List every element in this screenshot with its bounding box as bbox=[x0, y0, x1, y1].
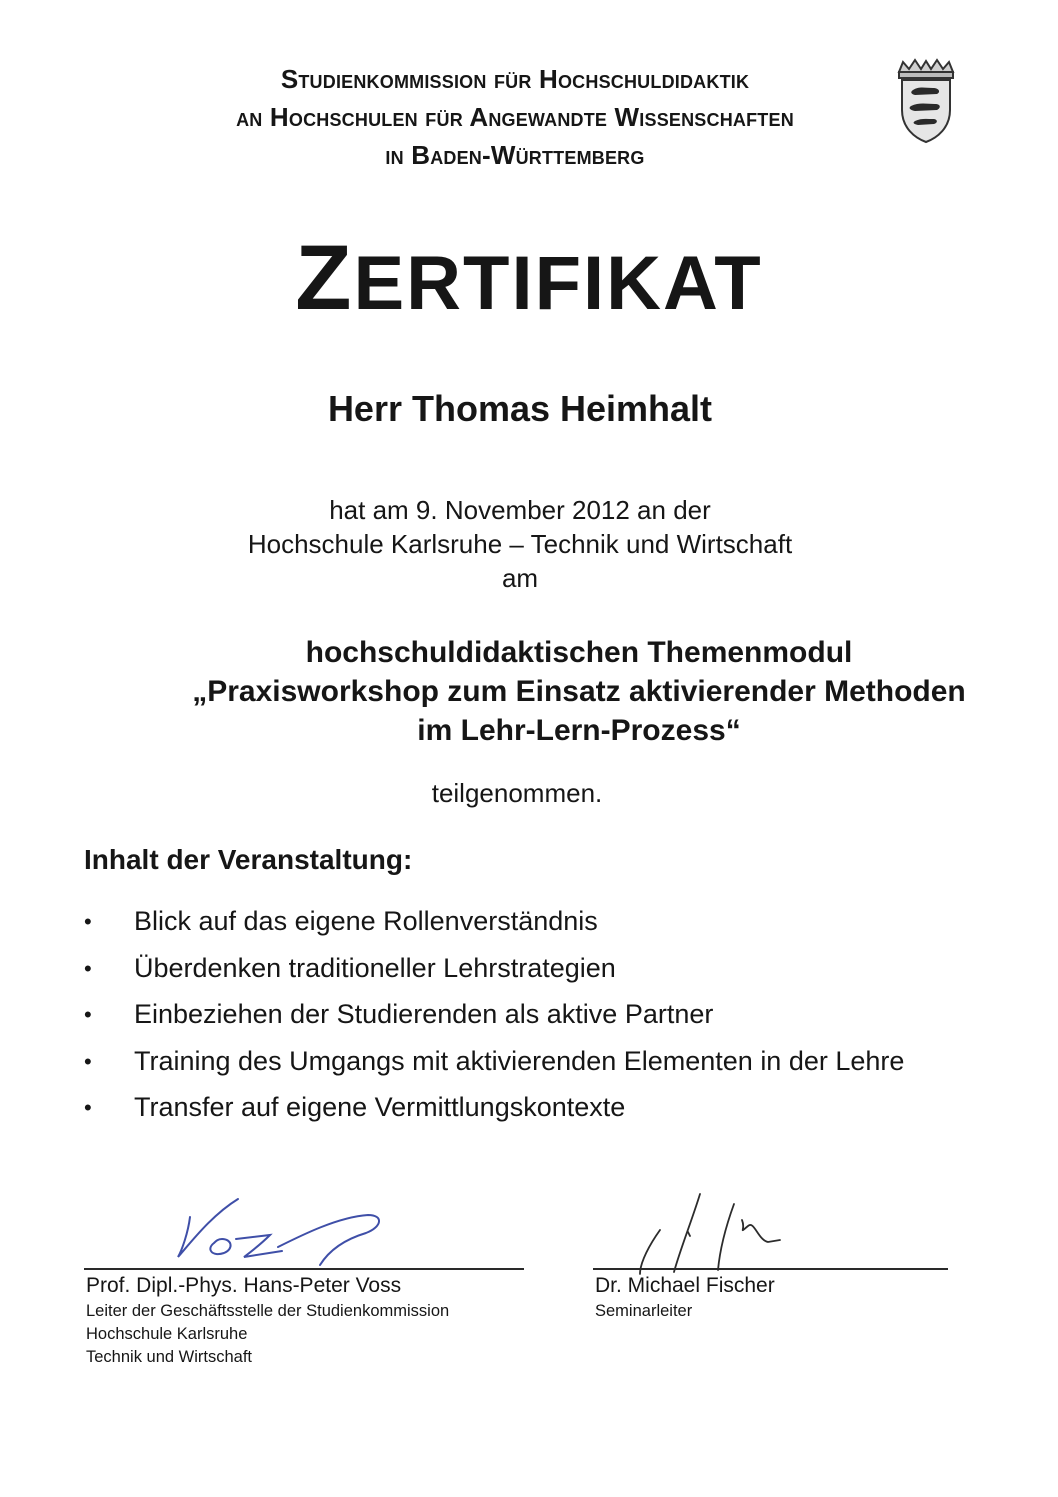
list-item-text: Transfer auf eigene Vermittlungskontexte bbox=[134, 1092, 626, 1122]
signer-right bbox=[595, 1272, 775, 1323]
list-item bbox=[84, 906, 904, 953]
bullet-icon: • bbox=[84, 909, 92, 934]
signer-right-name: Dr. Michael Fischer bbox=[595, 1274, 775, 1297]
module-line-1: hochschuldidaktischen Themenmodul bbox=[305, 636, 853, 669]
recipient-name: Herr Thomas Heimhalt bbox=[327, 388, 713, 429]
bullet-icon: • bbox=[84, 1048, 92, 1074]
signature-voss-strokes bbox=[178, 1199, 379, 1265]
title-rest: ERTIFIKAT bbox=[353, 241, 763, 326]
signer-left-role-1: Leiter der Geschäftsstelle der Studienkommission bbox=[86, 1302, 450, 1320]
title-initial: Z bbox=[295, 227, 354, 329]
bullet-icon: • bbox=[84, 1002, 92, 1027]
signature-fischer-strokes bbox=[640, 1194, 780, 1274]
list-item bbox=[84, 1092, 904, 1139]
issuer-line-3: in Baden-Württemberg bbox=[385, 140, 645, 170]
intro-line-1: hat am 9. November 2012 an der bbox=[329, 495, 711, 525]
issuer-header bbox=[150, 60, 880, 174]
bullet-icon: • bbox=[84, 1095, 92, 1120]
module-line-3: im Lehr-Lern-Prozess“ bbox=[417, 714, 741, 747]
signature-line-right bbox=[593, 1268, 948, 1270]
issuer-line-1: Studienkommission für Hochschuldidaktik bbox=[280, 64, 750, 94]
signer-left-role-3: Technik und Wirtschaft bbox=[86, 1348, 252, 1366]
certificate-title bbox=[0, 226, 1058, 331]
signer-left-name: Prof. Dipl.-Phys. Hans-Peter Voss bbox=[86, 1274, 402, 1297]
content-list bbox=[84, 906, 904, 1139]
intro-line-3: am bbox=[501, 563, 539, 593]
coat-of-arms-icon bbox=[893, 58, 959, 144]
signer-left bbox=[86, 1272, 449, 1369]
participated-text: teilgenommen. bbox=[431, 778, 603, 808]
bullet-icon: • bbox=[84, 955, 92, 981]
list-item-text: Einbeziehen der Studierenden als aktive Partner bbox=[134, 999, 714, 1029]
list-item bbox=[84, 1046, 904, 1093]
list-item-text: Blick auf das eigene Rollenverständnis bbox=[134, 906, 598, 936]
participation-intro bbox=[0, 493, 1040, 595]
list-item-text: Training des Umgangs mit aktivierenden Elementen in der Lehre bbox=[134, 1045, 905, 1076]
list-item bbox=[84, 953, 904, 1000]
module-title bbox=[0, 633, 1058, 750]
intro-line-2: Hochschule Karlsruhe – Technik und Wirtschaft bbox=[247, 529, 793, 559]
signature-voss bbox=[170, 1195, 390, 1275]
module-line-2: „Praxisworkshop zum Einsatz aktivierender Methoden bbox=[192, 675, 966, 708]
signer-right-role: Seminarleiter bbox=[595, 1302, 693, 1320]
content-heading: Inhalt der Veranstaltung: bbox=[84, 844, 413, 875]
list-item bbox=[84, 999, 904, 1046]
list-item-text: Überdenken traditioneller Lehrstrategien bbox=[134, 952, 616, 983]
signer-left-role-2: Hochschule Karlsruhe bbox=[86, 1325, 248, 1343]
issuer-line-2: an Hochschulen für Angewandte Wissenschaften bbox=[236, 102, 794, 132]
signature-line-left bbox=[84, 1268, 524, 1270]
